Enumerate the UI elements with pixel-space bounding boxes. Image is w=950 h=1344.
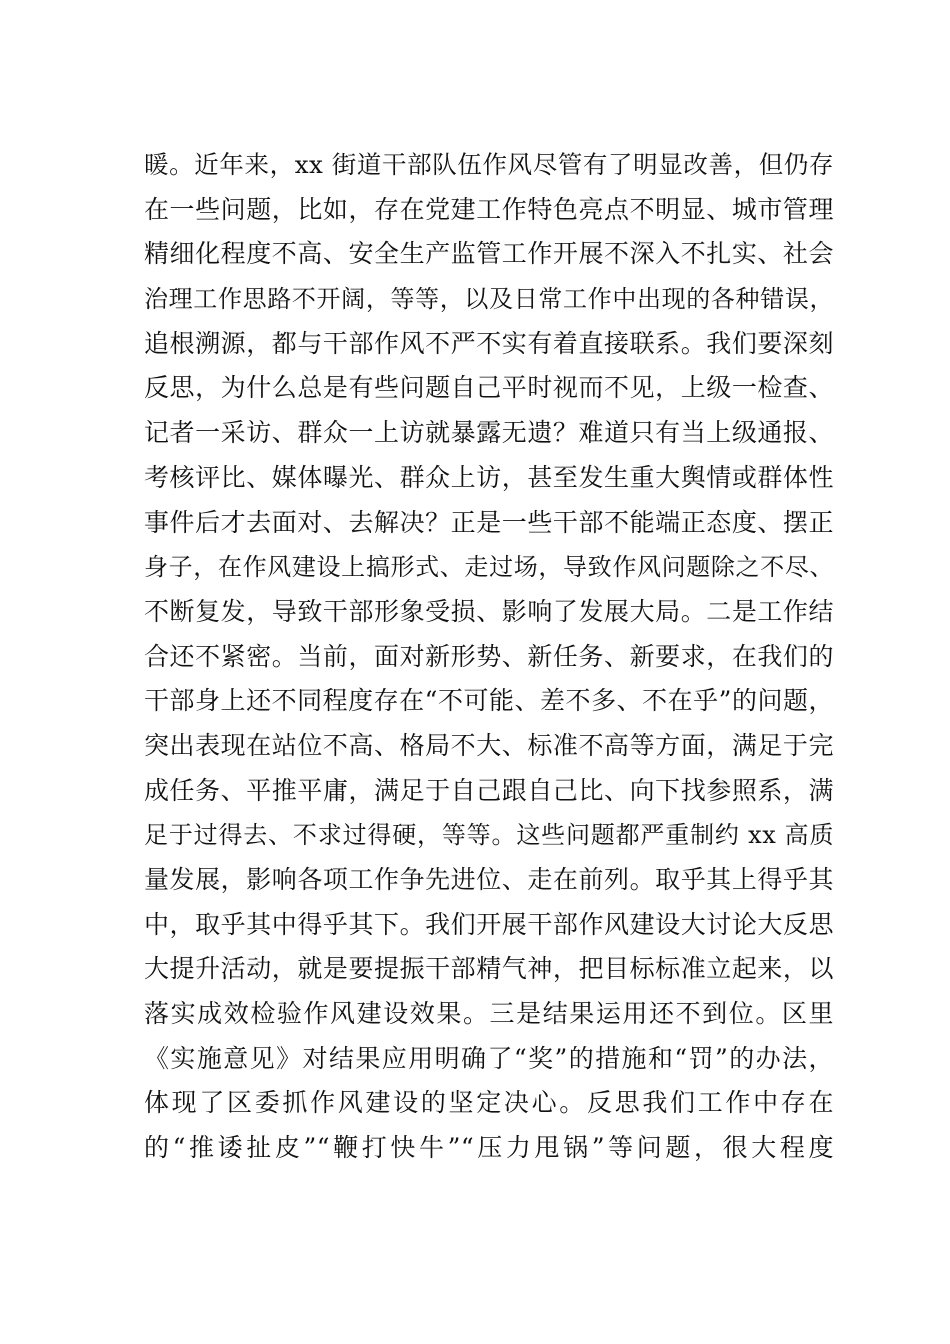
text-line: 体现了区委抓作风建设的坚定决心。反思我们工作中存在	[144, 1088, 834, 1118]
text-line: 事件后才去面对、去解决？正是一些干部不能端正态度、摆正	[144, 507, 834, 537]
text-line: 突出表现在站位不高、格局不大、标准不高等方面，满足于完	[144, 730, 834, 760]
text-line: 不断复发，导致干部形象受损、影响了发展大局。二是工作结	[144, 596, 834, 626]
body-text	[144, 143, 834, 1171]
text-line: 精细化程度不高、安全生产监管工作开展不深入不扎实、社会	[144, 239, 834, 269]
text-line: 《实施意见》对结果应用明确了“奖”的措施和“罚”的办法，	[144, 1043, 834, 1073]
text-line: 中，取乎其中得乎其下。我们开展干部作风建设大讨论大反思	[144, 909, 834, 939]
text-line: 合还不紧密。当前，面对新形势、新任务、新要求，在我们的	[144, 641, 834, 671]
text-line: 量发展，影响各项工作争先进位、走在前列。取乎其上得乎其	[144, 865, 834, 894]
text-line: 治理工作思路不开阔，等等，以及日常工作中出现的各种错误，	[144, 285, 834, 314]
text-line: 记者一采访、群众一上访就暴露无遗？难道只有当上级通报、	[144, 418, 834, 448]
text-line: 追根溯源，都与干部作风不严不实有着直接联系。我们要深刻	[144, 328, 834, 358]
text-line: 反思，为什么总是有些问题自己平时视而不见，上级一检查、	[144, 373, 834, 403]
text-line: 在一些问题，比如，存在党建工作特色亮点不明显、城市管理	[144, 194, 834, 224]
text-line: 的“推诿扯皮”“鞭打快牛”“压力甩锅”等问题，很大程度	[144, 1133, 834, 1163]
text-line: 考核评比、媒体曝光、群众上访，甚至发生重大舆情或群体性	[144, 462, 834, 492]
text-line: 成任务、平推平庸，满足于自己跟自己比、向下找参照系，满	[144, 775, 834, 805]
text-line: 大提升活动，就是要提振干部精气神，把目标标准立起来，以	[144, 954, 834, 984]
text-line: 落实成效检验作风建设效果。三是结果运用还不到位。区里	[144, 999, 834, 1029]
text-line: 身子，在作风建设上搞形式、走过场，导致作风问题除之不尽、	[144, 553, 834, 582]
text-line: 足于过得去、不求过得硬，等等。这些问题都严重制约 xx 高质	[144, 821, 834, 850]
text-line: 干部身上还不同程度存在“不可能、差不多、不在乎”的问题，	[144, 686, 834, 716]
text-line: 暖。近年来，xx 街道干部队伍作风尽管有了明显改善，但仍存	[144, 150, 834, 179]
